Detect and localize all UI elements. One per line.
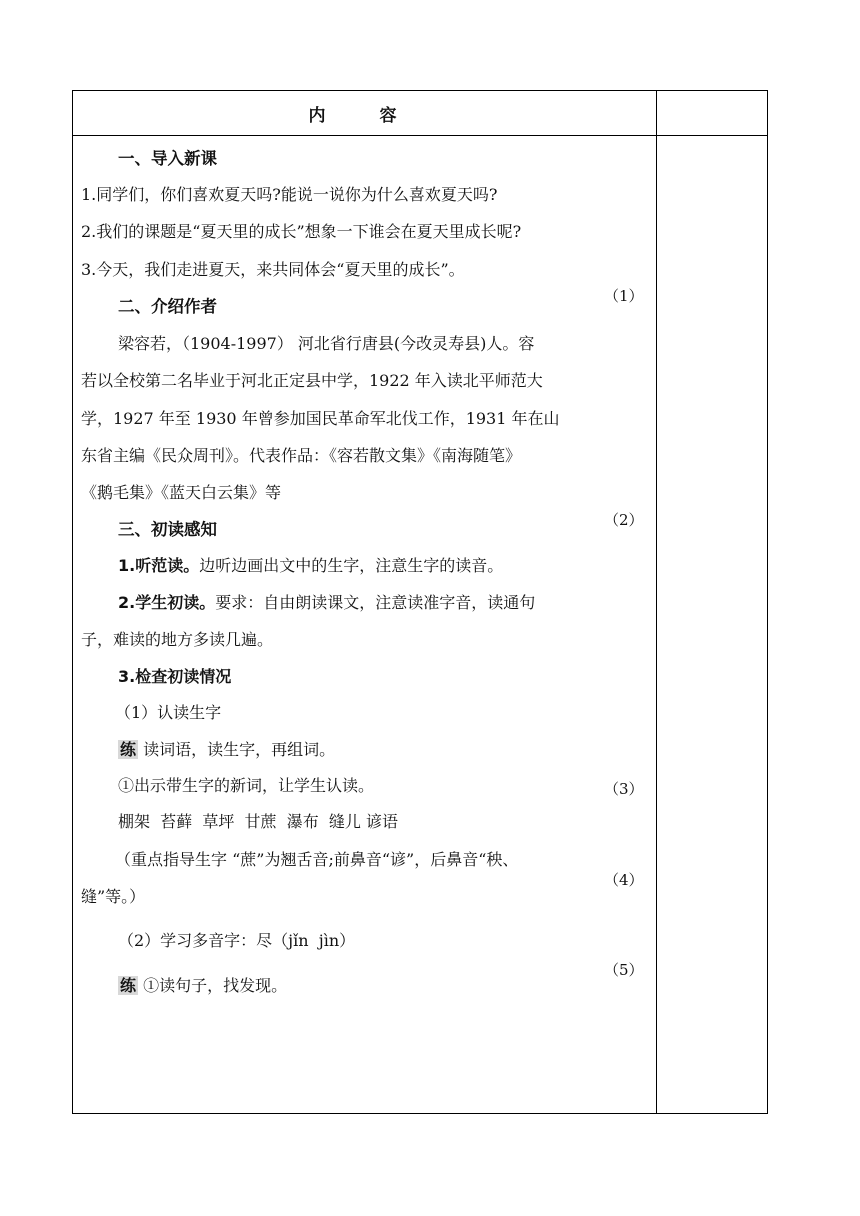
practice-tag-2: 练 xyxy=(120,976,137,995)
reading-step-2-label: 2.学生初读。 xyxy=(118,593,216,612)
intro-item-3: 3.今天，我们走进夏天，来共同体会“夏天里的成长”。 xyxy=(81,260,465,279)
author-paragraph-line-3: 学，1927 年至 1930 年曾参加国民革命军北伐工作，1931 年在山 xyxy=(81,409,560,428)
show-new-words-line: ①出示带生字的新词，让学生认读。 xyxy=(118,776,375,795)
reading-step-1-label: 1.听范读。 xyxy=(118,556,200,575)
content-column-header: 内 容 xyxy=(308,105,421,126)
practice-line-2 xyxy=(118,975,287,997)
note-marker-3: （3） xyxy=(604,780,644,798)
reading-step-2 xyxy=(118,592,535,614)
reading-step-1 xyxy=(118,555,503,577)
reading-step-1-text: 边听边画出文中的生字，注意生字的读音。 xyxy=(199,556,504,575)
practice-1-text: 读词语，读生字，再组词。 xyxy=(138,740,336,759)
reading-step-3-sub-1: （1）认读生字 xyxy=(115,703,222,722)
lesson-table xyxy=(72,90,768,1114)
intro-item-2: 2.我们的课题是“夏天里的成长”想象一下谁会在夏天里成长呢? xyxy=(81,222,522,241)
pronunciation-guide-line-2: 缝”等。） xyxy=(81,887,146,906)
pronunciation-guide-line-1: （重点指导生字 “蔗”为翘舌音;前鼻音“谚”，后鼻音“秧、 xyxy=(115,850,519,869)
content-cell xyxy=(73,136,656,1115)
author-paragraph-line-2: 若以全校第二名毕业于河北正定县中学，1922 年入读北平师范大 xyxy=(81,371,543,390)
reading-step-2-text: 要求：自由朗读课文，注意读准字音，读通句 xyxy=(215,593,536,612)
author-paragraph-line-1: 梁容若，（1904-1997） 河北省行唐县(今改灵寿县)人。容 xyxy=(118,334,535,353)
section-heading-reading: 三、初读感知 xyxy=(118,520,217,539)
section-heading-intro: 一、导入新课 xyxy=(118,149,217,168)
note-marker-5: （5） xyxy=(604,961,644,979)
practice-tag: 练 xyxy=(120,740,137,759)
note-marker-2: （2） xyxy=(604,511,644,529)
practice-line-1 xyxy=(118,739,335,761)
vocabulary-words: 棚架 苔藓 草坪 甘蔗 瀑布 缝儿 谚语 xyxy=(118,812,398,831)
column-divider xyxy=(656,91,657,1113)
reading-step-3: 3.检查初读情况 xyxy=(118,667,232,686)
section-heading-author: 二、介绍作者 xyxy=(118,297,217,316)
reading-step-2-continued: 子，难读的地方多读几遍。 xyxy=(81,630,274,649)
note-marker-4: （4） xyxy=(604,871,644,889)
author-paragraph-line-4: 东省主编《民众周刊》。代表作品：《容若散文集》《南海随笔》 xyxy=(81,446,522,465)
reading-step-3-sub-2: （2）学习多音字：尽（jǐn jìn） xyxy=(118,931,356,950)
intro-item-1: 1.同学们，你们喜欢夏天吗?能说一说你为什么喜欢夏天吗? xyxy=(81,185,498,204)
practice-2-text: ①读句子，找发现。 xyxy=(138,976,288,995)
note-marker-1: （1） xyxy=(604,287,644,305)
author-paragraph-line-5: 《鹅毛集》《蓝天白云集》等 xyxy=(81,483,282,502)
